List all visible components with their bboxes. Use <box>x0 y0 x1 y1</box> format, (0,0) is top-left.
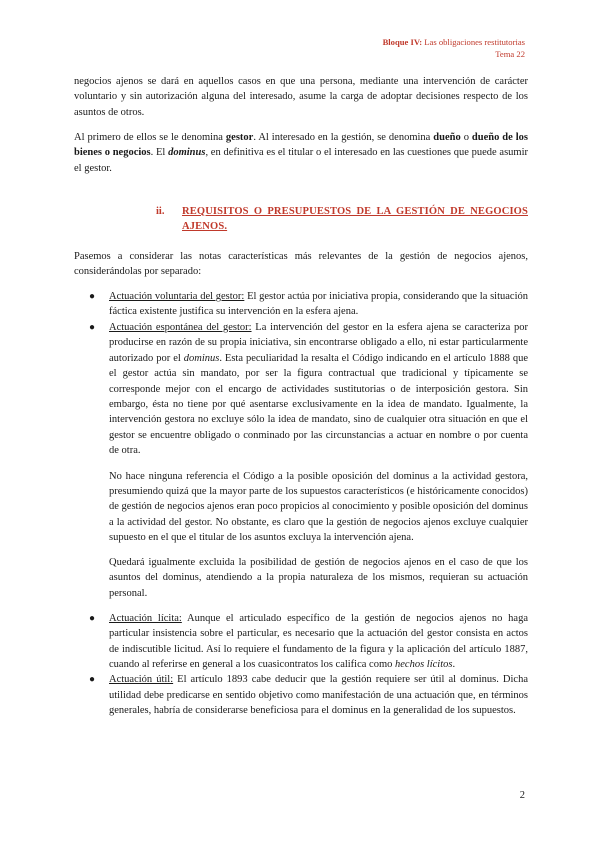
bullet-icon: ● <box>89 291 96 303</box>
term-gestor: gestor <box>225 131 254 143</box>
term-dueno-bienes: dueño de los bienes o negocios <box>74 131 529 159</box>
running-header <box>383 36 525 60</box>
section-number: ii. <box>156 205 165 217</box>
item-label: Actuación espontánea del gestor: <box>109 321 252 333</box>
term-dominus: dominus <box>183 352 220 364</box>
item-label: Actuación útil: <box>109 674 174 686</box>
item-text: El gestor actúa por iniciativa propia, considerando que la situación fáctica existente justifica su intervención en la esfera ajena. <box>109 291 529 318</box>
header-topic: Tema 22 <box>495 49 525 59</box>
header-block-title: Las obligaciones restitutorias <box>424 37 525 47</box>
list-item: ● Actuación lícita: Aunque el articulado específico de la gestión de negocios ajenos no haga particular insistencia sobre el particular, es necesario que la actuación del gestor consista en actos de indiscutible licitud. Así lo requiere el fundamento de la figura y la aplicación del artículo 1887, cuando al referirse en general a los cuasicontratos los califica como hechos lícitos. <box>89 612 528 670</box>
term-hechos-licitos: hechos lícitos <box>395 659 453 670</box>
list-item: ● Actuación espontánea del gestor: La intervención del gestor en la esfera ajena se caracteriza por producirse en razón de su propia iniciativa, sin encontrarse obligado a ello, ni estar particularmente autorizado por el dominus. Esta peculiaridad la resalta el Código indicando en el artículo 1888 que el gestor actúa sin mandato, por ser la figura contractual que tradicional y típicamente se corresponde mejor con el encargo de actividades sustitutorias o de interposición gestora. Sin embargo, ésta no tiene por qué asentarse exclusivamente en la idea de mandato. Igualmente, la intervención gestora no excluye sólo la idea de mandato, sino de cualquier otra situación en que el gestor se encuentre obligado o conminado por las circunstancias a actuar en nombre o por cuenta de otra. No hace ninguna referencia el Código a la posible oposición del dominus a la actividad gestora, presumiendo quizá que la mayor parte de los supuestos característicos (e históricamente conocidos) de gestión de negocios ajenos eran poco propicios al conocimiento y posible oposición del dominus a la actividad del gestor. No obstante, es claro que la gestión de negocios ajenos excluye cualquier supuesto en el que el titular de los asuntos excluya la intervención ajena. Quedará igualmente excluida la posibilidad de gestión de negocios ajenos en el caso de que los asuntos del dominus, atendiendo a la propia naturaleza de los mismos, requieran su actuación personal. <box>74 320 528 601</box>
page-number: 2 <box>519 790 525 801</box>
bullet-icon: ● <box>89 674 96 686</box>
list-item <box>74 289 528 320</box>
paragraph-2: Al primero de ellos se le denomina gestor. Al interesado en la gestión, se denomina dueño o dueño de los bienes o negocios. El dominus, en definitiva es el titular o el interesado en las cuestiones que puede asumir el gestor. <box>74 131 529 174</box>
header-block-label: Bloque IV: <box>382 37 423 47</box>
bullet-icon: ● <box>89 321 96 333</box>
item-label: Actuación lícita: <box>109 612 182 624</box>
paragraph-1: negocios ajenos se dará en aquellos casos en que una persona, mediante una intervención de carácter voluntario y sin autorización alguna del interesado, asume la carga de adoptar decisiones respecto de los asuntos de otros. <box>74 76 528 118</box>
item-paragraph: Quedará igualmente excluida la posibilidad de gestión de negocios ajenos en el caso de que los asuntos del dominus, atendiendo a la propia naturaleza de los mismos, requieran su actuación personal. <box>109 557 528 599</box>
section-title: REQUISITOS O PRESUPUESTOS DE LA GESTIÓN DE NEGOCIOS AJENOS. <box>182 205 528 233</box>
bullet-icon: ● <box>89 612 96 624</box>
list-item <box>74 672 528 718</box>
section-heading <box>74 204 528 235</box>
item-paragraph: No hace ninguna referencia el Código a la posible oposición del dominus a la actividad gestora, presumiendo quizá que la mayor parte de los supuestos característicos (e históricamente conocidos) de gestión de negocios ajenos eran poco propicios al conocimiento y posible oposición del dominus a la actividad del gestor. No obstante, es claro que la gestión de negocios ajenos excluye cualquier supuesto en el que el titular de los asuntos excluya la intervención ajena. <box>109 470 528 544</box>
item-text: El artículo 1893 cabe deducir que la gestión requiere ser útil al dominus. Dicha utilidad debe predicarse en sentido objetivo como manifestación de una actuación que, en términos generales, habría de considerarse beneficiosa para el dominus en la generalidad de los supuestos. <box>109 674 529 717</box>
body-content <box>74 74 528 719</box>
requirements-list <box>74 289 528 719</box>
term-dueno: dueño <box>433 131 461 143</box>
term-dominus: dominus <box>168 147 206 159</box>
intro-paragraph: Pasemos a considerar las notas características más relevantes de la gestión de negocios ajenos, considerándolas por separado: <box>74 250 528 278</box>
item-label: Actuación voluntaria del gestor: <box>109 291 245 303</box>
